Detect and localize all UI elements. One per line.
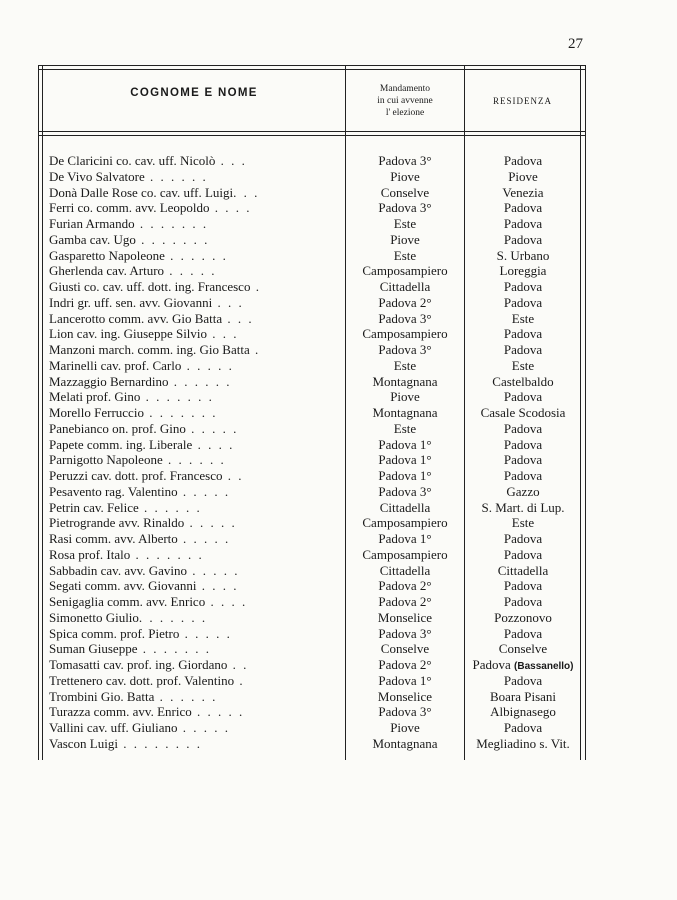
cell-name-text: Ferri co. comm. avv. Leopoldo (49, 200, 210, 216)
table-row (38, 689, 586, 705)
cell-residenza-text: Este (511, 310, 535, 326)
table-row (38, 374, 586, 390)
table-row (38, 641, 586, 657)
leader-dots: . . . . . (191, 704, 245, 720)
table-row (38, 610, 586, 626)
cell-name (49, 326, 343, 342)
cell-name (49, 389, 343, 405)
table-row (38, 311, 586, 327)
cell-residenza-text: Padova (503, 452, 543, 468)
cell-name-text: Marinelli cav. prof. Carlo (49, 357, 182, 373)
leader-dots: . . . . . (177, 531, 231, 546)
table-row (38, 720, 586, 736)
cell-residenza-text: Padova (503, 342, 543, 357)
cell-name-text: Senigaglia comm. avv. Enrico (49, 594, 206, 609)
cell-name (49, 468, 343, 484)
cell-mandamento: Camposampiero (362, 326, 448, 342)
cell-residenza (466, 610, 580, 626)
cell-mandamento: Este (393, 247, 417, 263)
table-border-top-inner (38, 69, 586, 70)
cell-residenza (466, 704, 580, 720)
leader-dots: . . . . . (179, 625, 232, 641)
cell-residenza (466, 720, 580, 736)
cell-mandamento: Este (393, 216, 417, 231)
cell-mandamento: Padova 3° (378, 310, 432, 326)
cell-name-text: Papete comm. ing. Liberale (49, 436, 193, 452)
cell-mandamento: Monselice (377, 688, 433, 704)
cell-name (49, 500, 343, 516)
cell-name (49, 720, 343, 736)
table-row (38, 405, 586, 421)
cell-name (49, 358, 343, 374)
table-row (38, 673, 586, 689)
cell-residenza-text: Este (511, 515, 535, 531)
leader-dots: . . . (215, 153, 247, 168)
leader-dots: . . . (233, 184, 260, 200)
cell-residenza (466, 437, 580, 453)
leader-dots: . . . . . . . (130, 546, 204, 562)
cell-mandamento: Montagnana (372, 405, 438, 420)
table-row (38, 358, 586, 374)
cell-name (49, 736, 343, 752)
leader-dots: . . . (207, 326, 239, 342)
table-row (38, 578, 586, 594)
cell-residenza-text: Albignasego (490, 704, 556, 720)
table-row (38, 232, 586, 248)
cell-mandamento: Montagnana (372, 735, 438, 751)
cell-name (49, 484, 343, 500)
leader-dots: . (250, 279, 261, 294)
column-header-mandamento (347, 83, 463, 119)
cell-mandamento: Padova 3° (378, 200, 432, 216)
cell-name (49, 610, 343, 626)
cell-name (49, 673, 343, 689)
cell-mandamento: Cittadella (379, 562, 431, 578)
cell-residenza (466, 626, 580, 642)
cell-name-text: Vascon Luigi (49, 735, 118, 751)
column-header-mandamento-line3: l' elezione (385, 108, 425, 118)
cell-residenza (466, 153, 580, 169)
leader-dots: . . . . . . . (140, 389, 214, 405)
cell-name (49, 689, 343, 705)
cell-residenza-text: Padova (503, 672, 543, 688)
cell-name-text: Pesavento rag. Valentino (49, 483, 178, 499)
cell-residenza-text: Padova (503, 153, 543, 168)
cell-residenza (466, 547, 580, 563)
leader-dots: . . . . . (187, 562, 240, 578)
cell-residenza-text: Piove (508, 168, 538, 184)
cell-residenza-text: Padova (503, 231, 543, 247)
cell-name-text: Petrin cav. Felice (49, 499, 139, 515)
cell-residenza (466, 563, 580, 579)
cell-residenza-text: Padova (503, 200, 543, 216)
table-row (38, 248, 586, 264)
table-row (38, 657, 586, 673)
cell-mandamento: Conselve (380, 184, 430, 200)
cell-residenza-text: Padova (503, 389, 543, 405)
cell-mandamento: Padova 1° (378, 468, 432, 483)
cell-residenza-text: Conselve (498, 641, 548, 657)
cell-residenza-text: Boara Pisani (489, 688, 557, 704)
cell-name (49, 657, 343, 673)
cell-mandamento: Padova 2° (378, 594, 432, 609)
cell-mandamento: Padova 3° (378, 483, 432, 499)
cell-residenza-text: Gazzo (506, 483, 540, 499)
cell-name-text: Gasparetto Napoleone (49, 247, 165, 263)
cell-residenza (466, 484, 580, 500)
cell-residenza-text: Pozzonovo (494, 609, 552, 625)
leader-dots: . . . . . . . (135, 231, 210, 247)
cell-mandamento: Padova 2° (378, 657, 432, 672)
cell-mandamento: Conselve (380, 641, 430, 657)
cell-name (49, 405, 343, 421)
cell-mandamento: Padova 1° (378, 452, 432, 468)
cell-residenza-text: Padova (503, 279, 543, 294)
table-row (38, 626, 586, 642)
cell-mandamento: Este (393, 420, 417, 436)
cell-residenza (466, 248, 580, 264)
cell-residenza-text: Castelbaldo (492, 373, 554, 389)
cell-residenza (466, 594, 580, 610)
cell-name-text: Sabbadin cav. avv. Gavino (49, 562, 188, 578)
cell-name (49, 452, 343, 468)
cell-name-text: Mazzaggio Bernardino (49, 373, 169, 389)
table-row (38, 736, 586, 752)
cell-name (49, 153, 343, 169)
cell-name-text: Gamba cav. Ugo (49, 231, 136, 247)
table-row (38, 389, 586, 405)
cell-residenza (466, 295, 580, 311)
cell-mandamento: Padova 1° (378, 531, 432, 546)
cell-residenza-text: Padova (503, 546, 543, 562)
table-row (38, 216, 586, 232)
cell-name (49, 263, 343, 279)
cell-mandamento: Padova 2° (378, 578, 432, 594)
leader-dots: . (249, 342, 261, 357)
cell-name-text: Parnigotto Napoleone (49, 452, 163, 468)
cell-mandamento: Padova 3° (378, 625, 432, 641)
cell-residenza-note: (Bassanello) (514, 661, 574, 672)
cell-residenza (466, 279, 580, 295)
table-row (38, 169, 586, 185)
cell-residenza (466, 736, 580, 752)
table-row (38, 468, 586, 484)
leader-dots: . . . . (196, 578, 239, 594)
cell-name-text: Vallini cav. uff. Giuliano (49, 720, 178, 735)
cell-name (49, 232, 343, 248)
cell-name (49, 200, 343, 216)
electee-table (38, 65, 586, 760)
cell-residenza-text: Padova (503, 436, 543, 452)
cell-residenza-text: Megliadino s. Vit. (476, 735, 570, 751)
cell-name-text: Manzoni march. comm. ing. Gio Batta (49, 342, 250, 357)
cell-name-text: Gherlenda cav. Arturo (49, 263, 165, 279)
leader-dots: . . . . . (185, 420, 239, 436)
leader-dots: . . . . . (184, 515, 237, 531)
cell-name-text: De Claricini co. cav. uff. Nicolò (49, 153, 216, 168)
cell-mandamento: Este (393, 357, 417, 373)
table-row (38, 594, 586, 610)
table-body (38, 153, 586, 752)
cell-residenza (466, 169, 580, 185)
cell-name-text: Segati comm. avv. Giovanni (49, 578, 197, 594)
leader-dots: . . . . . (177, 720, 231, 735)
cell-name-text: Tomasatti cav. prof. ing. Giordano (49, 657, 228, 672)
cell-residenza-text: Este (511, 357, 535, 373)
cell-name (49, 594, 343, 610)
cell-name (49, 704, 343, 720)
leader-dots: . . (227, 657, 249, 672)
table-row (38, 279, 586, 295)
page-number: 27 (568, 36, 583, 52)
cell-mandamento: Camposampiero (362, 546, 448, 562)
cell-residenza-text: Padova (503, 468, 543, 483)
cell-residenza (466, 405, 580, 421)
header-rule (38, 131, 586, 132)
cell-residenza (466, 311, 580, 327)
cell-name-text: Furian Armando (49, 216, 135, 231)
leader-dots: . . . . . . . (134, 216, 209, 231)
cell-name (49, 421, 343, 437)
leader-dots: . . . . (205, 594, 248, 609)
cell-residenza (466, 468, 580, 484)
cell-name (49, 342, 343, 358)
table-row (38, 437, 586, 453)
cell-residenza-text: Padova (503, 594, 543, 609)
cell-residenza-text: Casale Scodosia (480, 405, 566, 420)
table-row (38, 704, 586, 720)
cell-residenza-text: Padova (503, 531, 543, 546)
leader-dots: . . . . . . (168, 373, 232, 389)
header-rule-inner (38, 135, 586, 136)
cell-name (49, 626, 343, 642)
cell-name-text: Indri gr. uff. sen. avv. Giovanni (49, 294, 213, 310)
cell-name-text: Suman Giuseppe (49, 641, 138, 657)
cell-residenza (466, 421, 580, 437)
table-row (38, 547, 586, 563)
cell-residenza (466, 578, 580, 594)
cell-name (49, 578, 343, 594)
leader-dots: . . . (212, 294, 244, 310)
cell-name (49, 248, 343, 264)
cell-name-text: Rosa prof. Italo (49, 546, 131, 562)
cell-residenza (466, 531, 580, 547)
cell-mandamento: Monselice (377, 609, 433, 625)
cell-residenza (466, 389, 580, 405)
cell-mandamento: Montagnana (372, 373, 438, 389)
cell-name (49, 216, 343, 232)
cell-residenza (466, 515, 580, 531)
table-row (38, 421, 586, 437)
cell-name (49, 531, 343, 547)
cell-residenza-text: Loreggia (499, 263, 547, 279)
cell-residenza-text: Padova (503, 294, 543, 310)
column-header-name: COGNOME E NOME (130, 87, 258, 99)
cell-name (49, 311, 343, 327)
cell-mandamento: Camposampiero (362, 263, 448, 279)
cell-mandamento: Piove (390, 168, 420, 184)
cell-name-text: Trombini Gio. Batta (49, 688, 155, 704)
cell-residenza-text: Cittadella (497, 562, 549, 578)
cell-residenza-text: Padova (503, 420, 543, 436)
leader-dots: . . . . . . (154, 688, 218, 704)
leader-dots: . . . . . (164, 263, 217, 279)
cell-name (49, 279, 343, 295)
cell-mandamento: Padova 1° (378, 436, 432, 452)
table-row (38, 326, 586, 342)
table-row (38, 185, 586, 201)
table-row (38, 342, 586, 358)
table-row (38, 452, 586, 468)
cell-mandamento: Cittadella (379, 499, 431, 515)
cell-residenza-text: Venezia (502, 184, 544, 200)
cell-residenza (466, 358, 580, 374)
leader-dots: . . . . . . . . (117, 735, 202, 751)
table-row (38, 500, 586, 516)
leader-dots: . . . . . (181, 357, 234, 373)
cell-residenza-text: S. Mart. di Lup. (481, 499, 565, 515)
table-row (38, 153, 586, 169)
cell-residenza (466, 452, 580, 468)
leader-dots: . . . . . . (164, 247, 228, 263)
cell-mandamento: Padova 1° (378, 672, 432, 688)
cell-mandamento: Piove (390, 231, 420, 247)
cell-name (49, 547, 343, 563)
cell-name-text: Spica comm. prof. Pietro (49, 625, 180, 641)
cell-residenza-text: Padova (503, 216, 543, 231)
cell-name-text: Morello Ferruccio (49, 405, 144, 420)
leader-dots: . . . . . . (138, 499, 202, 515)
column-header-residenza: RESIDENZA (493, 96, 552, 106)
leader-dots: . (234, 672, 245, 688)
cell-mandamento: Cittadella (379, 279, 431, 294)
cell-mandamento: Padova 3° (378, 342, 432, 357)
cell-mandamento: Piove (390, 389, 420, 405)
leader-dots: . . . . . . (162, 452, 226, 468)
cell-residenza (466, 263, 580, 279)
leader-dots: . . . . . . . (137, 641, 211, 657)
cell-name-text: Donà Dalle Rose co. cav. uff. Luigi (49, 184, 234, 200)
cell-residenza (466, 185, 580, 201)
cell-residenza (466, 641, 580, 657)
table-row (38, 263, 586, 279)
cell-name-text: Rasi comm. avv. Alberto (49, 531, 178, 546)
cell-residenza (466, 374, 580, 390)
cell-name-text: Giusti co. cav. uff. dott. ing. Francesco (49, 279, 251, 294)
table-row (38, 563, 586, 579)
cell-name-text: De Vivo Salvatore (49, 168, 145, 184)
cell-name (49, 295, 343, 311)
cell-name-text: Lion cav. ing. Giuseppe Silvio (49, 326, 208, 342)
column-header-mandamento-line2: in cui avvenne (377, 96, 433, 106)
cell-name (49, 374, 343, 390)
leader-dots: . . . . (192, 436, 235, 452)
table-row (38, 531, 586, 547)
cell-residenza-text: S. Urbano (496, 247, 550, 263)
cell-name (49, 641, 343, 657)
cell-name (49, 563, 343, 579)
cell-mandamento: Padova 3° (378, 704, 432, 720)
cell-mandamento: Padova 3° (378, 153, 432, 168)
column-header-mandamento-line1: Mandamento (379, 84, 431, 94)
leader-dots: . . (222, 468, 244, 483)
leader-dots: . . . . . (177, 483, 231, 499)
cell-residenza (466, 342, 580, 358)
cell-name (49, 185, 343, 201)
table-row (38, 200, 586, 216)
leader-dots: . . . . . . . (143, 405, 218, 420)
leader-dots: . . . . (209, 200, 252, 216)
cell-name-text: Lancerotto comm. avv. Gio Batta (49, 310, 223, 326)
cell-residenza-text: Padova (472, 657, 511, 672)
leader-dots: . . . . . . (144, 168, 208, 184)
cell-mandamento: Padova 2° (378, 294, 432, 310)
cell-name (49, 169, 343, 185)
cell-mandamento: Camposampiero (362, 515, 448, 531)
cell-residenza-text: Padova (503, 578, 543, 594)
leader-dots: . . . . . . . (138, 609, 208, 625)
table-row (38, 515, 586, 531)
cell-name (49, 515, 343, 531)
cell-residenza (466, 326, 580, 342)
table-row (38, 484, 586, 500)
cell-residenza (466, 216, 580, 232)
cell-mandamento: Piove (390, 720, 420, 735)
cell-residenza-text: Padova (503, 625, 543, 641)
leader-dots: . . . (222, 310, 254, 326)
cell-name-text: Melati prof. Gino (49, 389, 141, 405)
cell-name-text: Trettenero cav. dott. prof. Valentino (49, 672, 235, 688)
cell-name-text: Turazza comm. avv. Enrico (49, 704, 192, 720)
cell-residenza (466, 232, 580, 248)
cell-name-text: Pietrogrande avv. Rinaldo (49, 515, 185, 531)
cell-name-text: Peruzzi cav. dott. prof. Francesco (49, 468, 223, 483)
table-row (38, 295, 586, 311)
cell-name (49, 437, 343, 453)
cell-residenza (466, 689, 580, 705)
table-border-top (38, 65, 586, 66)
cell-residenza-text: Padova (503, 720, 543, 735)
cell-name-text: Simonetto Giulio (49, 609, 139, 625)
cell-residenza (466, 200, 580, 216)
cell-residenza (466, 500, 580, 516)
cell-residenza-text: Padova (503, 326, 543, 342)
cell-name-text: Panebianco on. prof. Gino (49, 420, 186, 436)
cell-residenza (466, 673, 580, 689)
